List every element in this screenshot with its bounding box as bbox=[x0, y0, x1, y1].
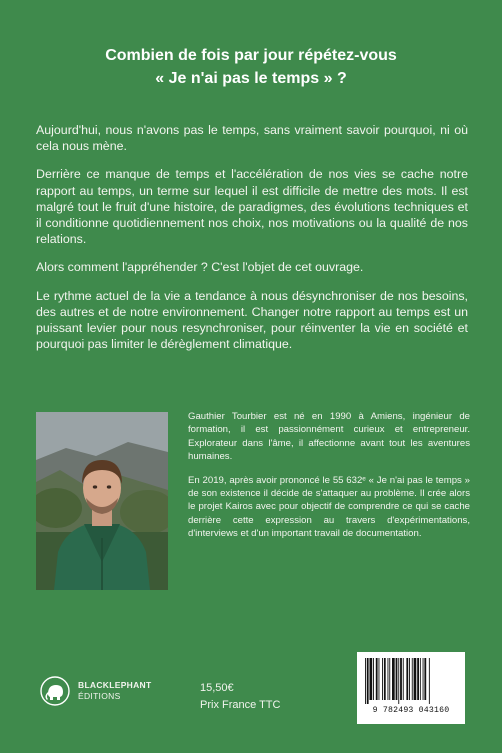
barcode-number: 9 782493 043160 bbox=[372, 706, 450, 715]
blurb-paragraph-2: Derrière ce manque de temps et l'accélération de nos vies se cache notre rapport au temps, un terme sur lequel il est difficile de mettre des mots. Il est malgré tout le fruit d'une histoire, de paradigmes, des évolutions techniques et il conditionne quotidiennement nos choix, nos motivations ou la qualité de nos relations. bbox=[36, 167, 468, 247]
headline-line-1: Combien de fois par jour répétez-vous bbox=[105, 47, 397, 64]
blurb-paragraph-1: Aujourd'hui, nous n'avons pas le temps, sans vraiment savoir pourquoi, ni où cela nous mène. bbox=[36, 123, 468, 154]
blurb-paragraph-3: Alors comment l'appréhender ? C'est l'objet de cet ouvrage. bbox=[36, 260, 364, 275]
publisher-name-main: BLACKLEPHANT bbox=[78, 680, 152, 690]
price-amount: 15,50€ bbox=[200, 682, 234, 694]
bio-paragraph-2: En 2019, après avoir prononcé le 55 632ᵉ « Je n'ai pas le temps » de son existence il décide de s'attaquer au problème. Il crée alors le projet Kairos avec pour objectif de comprendre ce qui se cache derrière cette expression au travers d'expérimentations, d'interviews et d'un important travail de documentation. bbox=[188, 474, 470, 540]
blurb-paragraph-4: Le rythme actuel de la vie a tendance à nous désynchroniser de nos besoins, des autres et de notre environnement. Changer notre rapport au temps est un puissant levier pour nous resynchroniser, pour réinventer la vie en société et pourquoi pas limiter le dérèglement climatique. bbox=[36, 288, 468, 352]
author-bio bbox=[188, 410, 470, 551]
headline-line-2: « Je n'ai pas le temps » ? bbox=[155, 70, 347, 87]
price-note: Prix France TTC bbox=[200, 699, 281, 711]
author-photo-illustration bbox=[36, 412, 168, 590]
publisher-block bbox=[40, 676, 151, 706]
bio-paragraph-1: Gauthier Tourbier est né en 1990 à Amiens, ingénieur de formation, il est passionnément curieux et entrepreneur. Explorateur dans l'âme, il affectionne avant tout les aventures humaines. bbox=[188, 411, 470, 463]
publisher-name-sub: ÉDITIONS bbox=[78, 691, 121, 701]
blurb bbox=[36, 122, 468, 364]
barcode bbox=[357, 652, 465, 724]
publisher-name bbox=[78, 680, 151, 702]
author-photo bbox=[36, 412, 168, 590]
elephant-logo-icon bbox=[40, 676, 70, 706]
barcode-bars-icon bbox=[363, 658, 459, 704]
price-block bbox=[200, 680, 280, 714]
headline bbox=[40, 44, 462, 90]
